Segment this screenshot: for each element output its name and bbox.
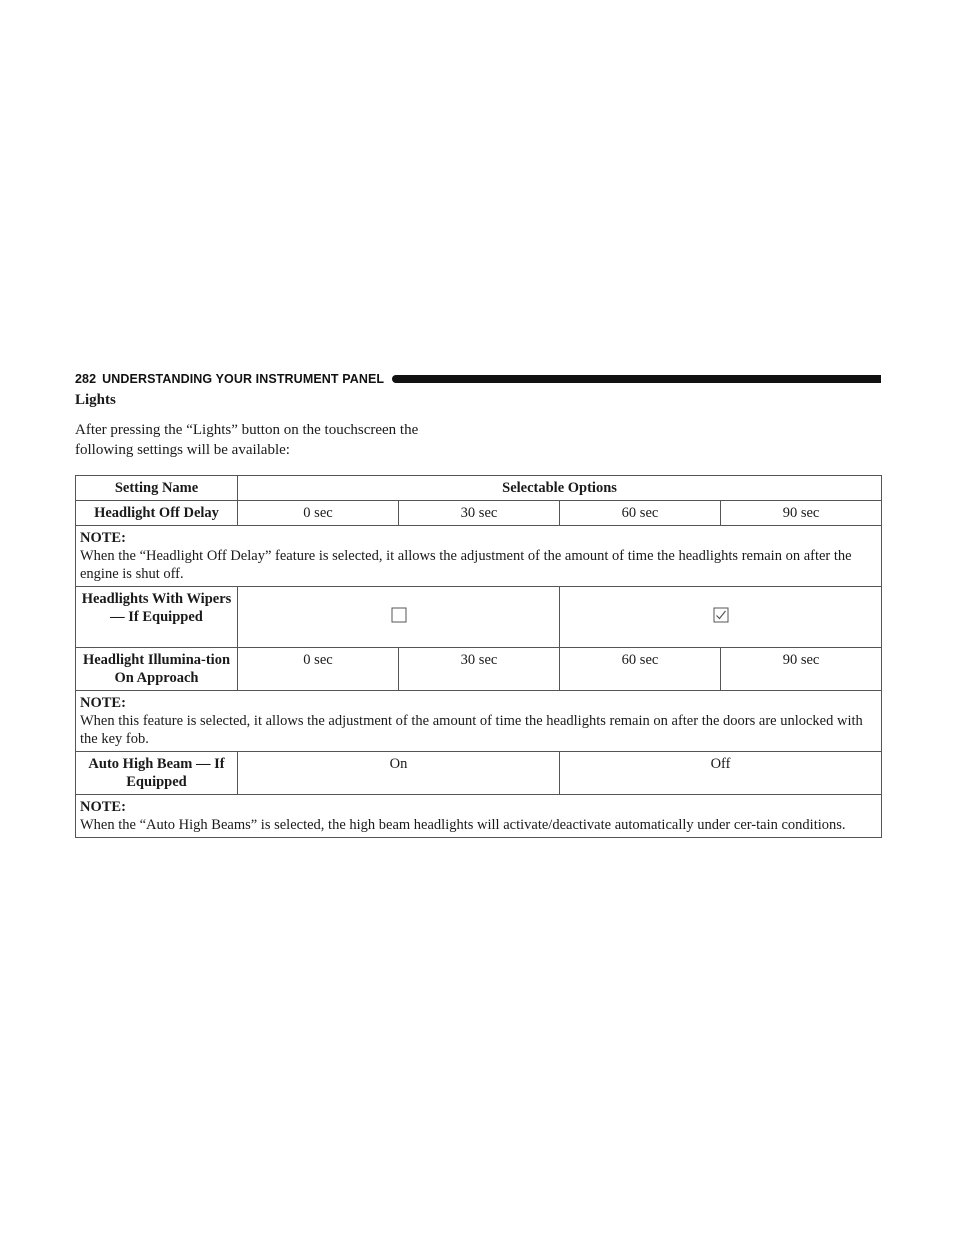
- table-row-auto-high-beam: [76, 752, 882, 795]
- page-number: 282: [75, 372, 97, 386]
- section-title: Lights: [75, 392, 116, 408]
- note-label: NOTE:: [80, 695, 126, 711]
- option-cell: [238, 587, 560, 648]
- option-cell: 0 sec: [238, 648, 399, 691]
- note-label: NOTE:: [80, 799, 126, 815]
- header-rule: [392, 375, 881, 383]
- table-row-headlight-illumination: [76, 648, 882, 691]
- setting-name: Headlight Off Delay: [76, 501, 238, 526]
- option-cell: On: [238, 752, 560, 795]
- setting-name: Headlight Illumina-tion On Approach: [76, 648, 238, 691]
- option-cell: 30 sec: [399, 501, 560, 526]
- option-cell: 90 sec: [721, 648, 882, 691]
- option-cell: 0 sec: [238, 501, 399, 526]
- table-row-note: [76, 526, 882, 587]
- note-text: When the “Auto High Beams” is selected, the high beam headlights will activate/deactivate automatically under cer-tain conditions.: [80, 817, 846, 833]
- table-row-headlight-off-delay: [76, 501, 882, 526]
- setting-name: Headlights With Wipers — If Equipped: [76, 587, 238, 648]
- note-label: NOTE:: [80, 530, 126, 546]
- option-cell: Off: [560, 752, 882, 795]
- col-header-setting-name: Setting Name: [76, 476, 238, 501]
- table-row-headlights-with-wipers: [76, 587, 882, 648]
- table-row-note: [76, 691, 882, 752]
- option-cell: 90 sec: [721, 501, 882, 526]
- lights-settings-table: [75, 475, 882, 838]
- note-cell: [76, 526, 882, 587]
- option-cell: [560, 587, 882, 648]
- col-header-selectable-options: Selectable Options: [238, 476, 882, 501]
- intro-paragraph: After pressing the “Lights” button on the touchscreen the following settings will be available:: [75, 422, 419, 458]
- note-text: When this feature is selected, it allows the adjustment of the amount of time the headlights remain on after the doors are unlocked with the key fob.: [80, 713, 863, 747]
- unchecked-box-icon: [391, 607, 407, 623]
- option-cell: 30 sec: [399, 648, 560, 691]
- setting-name: Auto High Beam — If Equipped: [76, 752, 238, 795]
- table-row-note: [76, 795, 882, 838]
- page-header: [75, 372, 881, 386]
- note-cell: [76, 691, 882, 752]
- table-header-row: [76, 476, 882, 501]
- note-cell: [76, 795, 882, 838]
- option-cell: 60 sec: [560, 501, 721, 526]
- section-heading: UNDERSTANDING YOUR INSTRUMENT PANEL: [102, 372, 385, 386]
- checked-box-icon: [713, 607, 729, 623]
- note-text: When the “Headlight Off Delay” feature is selected, it allows the adjustment of the amount of time the headlights remain on after the engine is shut off.: [80, 548, 852, 582]
- option-cell: 60 sec: [560, 648, 721, 691]
